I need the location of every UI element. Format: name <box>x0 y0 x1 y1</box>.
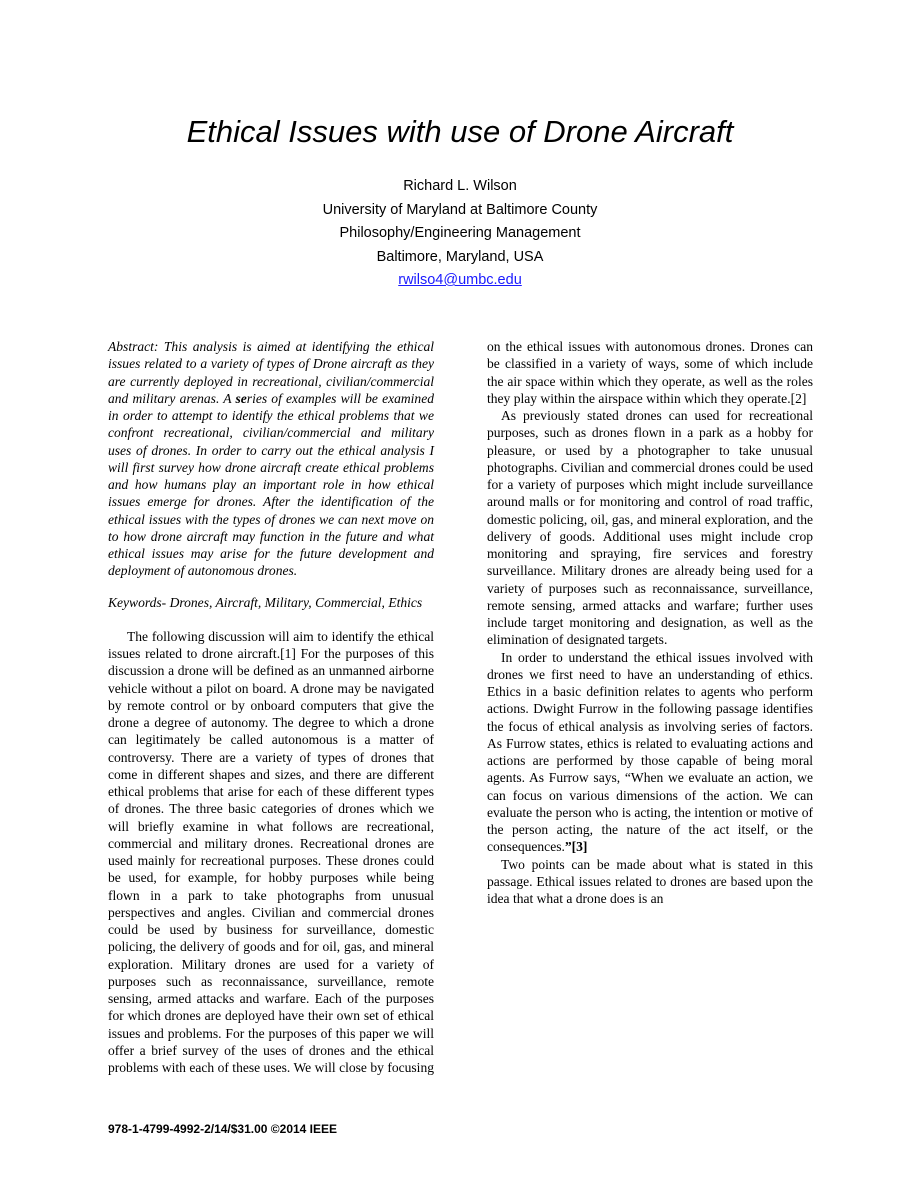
abstract: Abstract: This analysis is aimed at identifying the ethical issues related to a variety of types of Drone aircraft as they are currently deployed in recreational, civilian/commercial and military arenas. A series of examples will be examined in order to attempt to identify the ethical problems that we confront recreational, civilian/commercial and military uses of drones. In order to carry out the ethical analysis I will first survey how drone aircraft create ethical problems and how humans play an important role in how ethical issues emerge for drones. After the identification of the ethical issues with the types of drones we can next move on to how drone aircraft may function in the future and what ethical issues may arise for the future development and deployment of autonomous drones. <box>108 339 434 579</box>
author-affiliation: University of Maryland at Baltimore County <box>322 201 598 218</box>
keywords: Keywords- Drones, Aircraft, Military, Commercial, Ethics <box>108 594 423 610</box>
paper-title: Ethical Issues with use of Drone Aircraft <box>186 114 734 149</box>
copyright-footer: 978-1-4799-4992-2/14/$31.00 ©2014 IEEE <box>108 1122 338 1136</box>
author-email-link[interactable]: rwilso4@umbc.edu <box>398 272 522 288</box>
body-paragraph-continued: on the ethical issues with autonomous drones. Drones can be classified in a variety of ways, some of which include the air space within which they operate, as well as the roles they play within the airspace within which they operate.[2] <box>487 339 813 406</box>
author-location: Baltimore, Maryland, USA <box>376 248 544 265</box>
body-paragraph: As previously stated drones can used for recreational purposes, such as drones flown in a park as a hobby for pleasure, or used by a photographer to take unusual photographs. Civilian and commercial drones could be used for a variety of purposes which might include surveillance around malls or for monitoring and control of road traffic, domestic policing, oil, gas, and mineral exploration, and the delivery of goods. Additional uses might include crop monitoring and spraying, fire services and forestry surveillance. Military drones are already being used for a variety of purposes such as reconnaissance, surveillance, remote sensing, armed attacks and warfare; further uses include target monitoring and designation, as well as the elimination of designated targets. <box>487 408 813 648</box>
right-column <box>487 338 813 907</box>
left-column <box>108 338 434 1076</box>
body-paragraph: Two points can be made about what is stated in this passage. Ethical issues related to drones are based upon the idea that what a drone does is an <box>487 856 813 906</box>
body-paragraph: In order to understand the ethical issues involved with drones we first need to have an understanding of ethics. Ethics in a basic definition relates to agents who perform actions. Dwight Furrow in the following passage identifies the focus of ethical analysis as involving series of factors. As Furrow states, ethics is related to evaluating actions and actions are performed by those capable of being moral agents. As Furrow says, “When we evaluate an action, we can focus on various dimensions of the action. We can evaluate the person who is acting, the intention or motive of the person acting, the nature of the act itself, or the consequences.”[3] <box>487 649 813 855</box>
author-block <box>0 175 920 293</box>
author-name: Richard L. Wilson <box>403 178 517 194</box>
author-department: Philosophy/Engineering Management <box>339 225 581 241</box>
body-paragraph: The following discussion will aim to identify the ethical issues related to drone aircraft.[1] For the purposes of this discussion a drone will be defined as an unmanned airborne vehicle without a pilot on board. A drone may be navigated by remote control or by onboard computers that give the drone a degree of autonomy. The degree to which a drone can legitimately be called autonomous is a matter of controversy. There are a variety of types of drones that come in different shapes and sizes, and there are different ethical problems that arise for each of these different types of drones. The three basic categories of drones which we will briefly examine in what follows are recreational, commercial and military drones. Recreational drones are used mainly for recreational purposes. These drones could be used, for example, for hobby purposes while being flown in a park to take photographs from unusual perspectives and angles. Civilian and commercial drones could be used by business for surveillance, domestic policing, the delivery of goods and for oil, gas, and mineral exploration. Military drones are used for a variety of purposes such as reconnaissance, surveillance, remote sensing, armed attacks and warfare. Each of the purposes for which drones are deployed have their own set of ethical issues and problems. For the purposes of this paper we will offer a brief survey of the uses of drones and the ethical problems with each of these uses. We will close by focusing <box>108 628 434 1075</box>
